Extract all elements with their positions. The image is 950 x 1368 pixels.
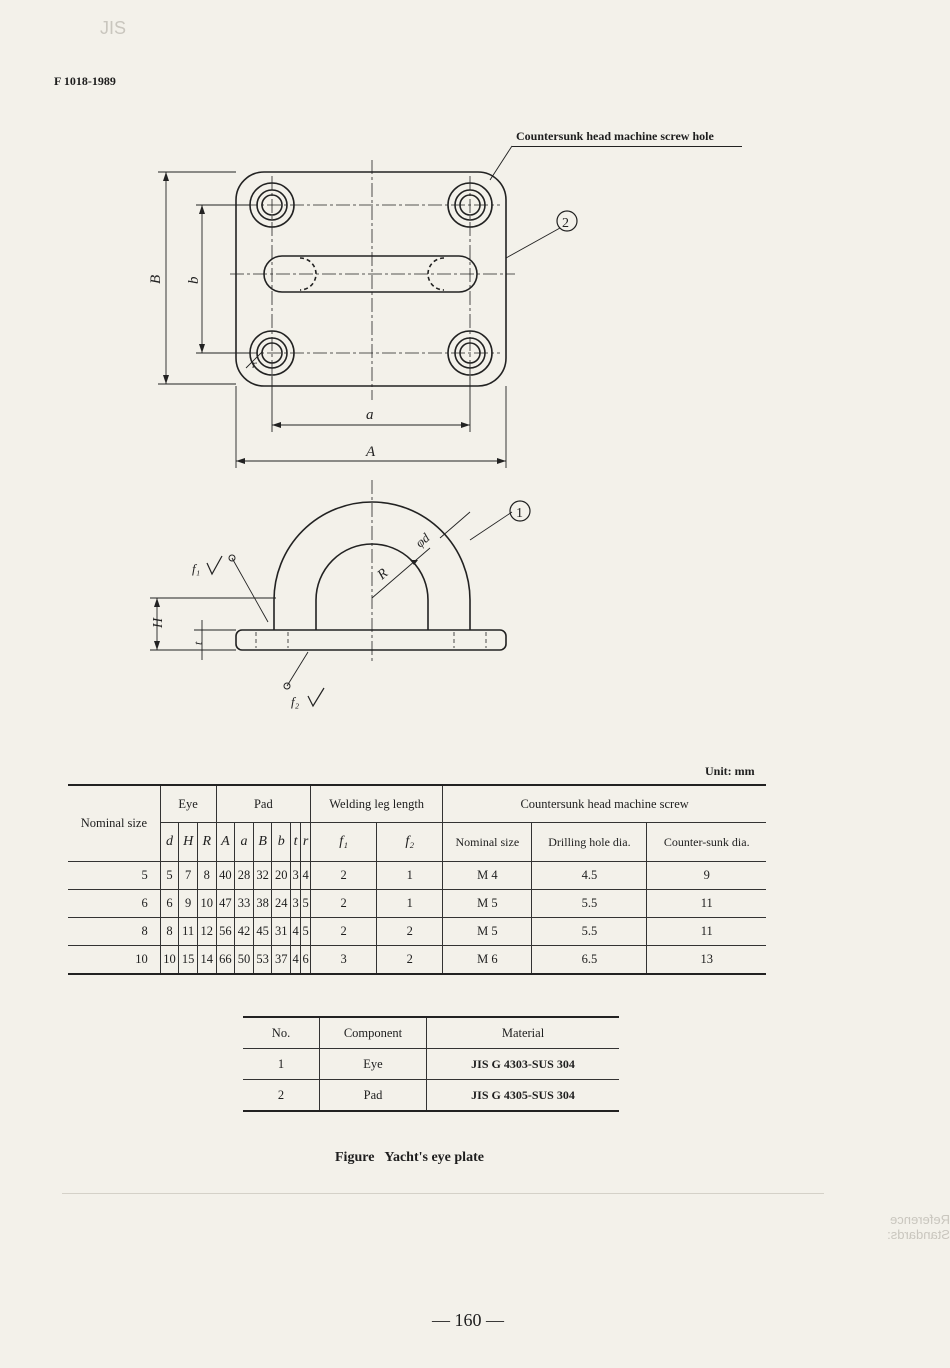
dim-r: r <box>252 357 257 371</box>
dim-b: b <box>186 276 202 284</box>
cell: JIS G 4303-SUS 304 <box>427 1049 620 1080</box>
col-no: No. <box>243 1017 320 1049</box>
cell: 9 <box>179 890 198 918</box>
cell: 40 <box>216 862 235 890</box>
cell: 28 <box>235 862 254 890</box>
weld-f2: f₂ <box>291 694 300 709</box>
table-row <box>68 862 766 890</box>
col-R: R <box>197 823 216 862</box>
dim-phi-d: φd <box>412 529 433 551</box>
cell: 53 <box>253 946 272 975</box>
col-group-screw: Countersunk head machine screw <box>443 785 766 823</box>
cell: 5.5 <box>532 918 647 946</box>
col-group-weld: Welding leg length <box>311 785 443 823</box>
cell: 11 <box>647 890 766 918</box>
cell: 47 <box>216 890 235 918</box>
cell: 66 <box>216 946 235 975</box>
caption-label: Figure <box>335 1150 375 1165</box>
cell: 14 <box>197 946 216 975</box>
col-material: Material <box>427 1017 620 1049</box>
pad-outline <box>236 172 506 386</box>
cell: M 5 <box>443 918 532 946</box>
cell: 10 <box>68 946 160 975</box>
cell: 2 <box>243 1080 320 1112</box>
cell: M 5 <box>443 890 532 918</box>
cell: 24 <box>272 890 291 918</box>
cell: 20 <box>272 862 291 890</box>
col-B: B <box>253 823 272 862</box>
cell: 15 <box>179 946 198 975</box>
cell: 5.5 <box>532 890 647 918</box>
col-group-pad: Pad <box>216 785 311 823</box>
table-row <box>243 1049 619 1080</box>
cell: 56 <box>216 918 235 946</box>
callout-screw-hole: Countersunk head machine screw hole <box>516 129 714 143</box>
cell: 2 <box>377 918 443 946</box>
cell: 45 <box>253 918 272 946</box>
cell: 6 <box>301 946 311 975</box>
cell: 33 <box>235 890 254 918</box>
cell: 2 <box>377 946 443 975</box>
col-group-eye: Eye <box>160 785 216 823</box>
cell: 4 <box>291 946 301 975</box>
cell: Eye <box>320 1049 427 1080</box>
part-no-2: 2 <box>562 216 569 231</box>
cell: 1 <box>377 862 443 890</box>
cell: 4 <box>301 862 311 890</box>
cell: 10 <box>197 890 216 918</box>
cell: 4.5 <box>532 862 647 890</box>
cell: 11 <box>647 918 766 946</box>
dim-B: B <box>148 274 164 284</box>
cell: 50 <box>235 946 254 975</box>
cell: 5 <box>301 918 311 946</box>
col-t: t <box>291 823 301 862</box>
part-no-1: 1 <box>516 506 523 521</box>
table-row <box>68 918 766 946</box>
cell: 8 <box>68 918 160 946</box>
cell: 10 <box>160 946 179 975</box>
cell: 5 <box>301 890 311 918</box>
col-d: d <box>160 823 179 862</box>
dim-A: A <box>366 444 376 460</box>
cell: 9 <box>647 862 766 890</box>
cell: 8 <box>160 918 179 946</box>
cell: Pad <box>320 1080 427 1112</box>
dim-t: t <box>191 641 205 645</box>
cell: 5 <box>68 862 160 890</box>
cell: 42 <box>235 918 254 946</box>
cell: 37 <box>272 946 291 975</box>
cell: 3 <box>291 890 301 918</box>
col-b: b <box>272 823 291 862</box>
col-A: A <box>216 823 235 862</box>
cell: 38 <box>253 890 272 918</box>
col-f1: f₁ <box>311 823 377 862</box>
cell: 3 <box>311 946 377 975</box>
cell: 2 <box>311 862 377 890</box>
figure-caption <box>335 1150 484 1166</box>
show-through-text: JIS <box>100 18 127 38</box>
standard-number: F 1018-1989 <box>54 74 116 88</box>
eye-elevation <box>236 502 506 650</box>
cell: 11 <box>179 918 198 946</box>
cell: M 4 <box>443 862 532 890</box>
cell: 4 <box>291 918 301 946</box>
show-through-text-bottom: Reference Standards: <box>887 1212 950 1242</box>
dimensions-table <box>68 784 766 975</box>
col-component: Component <box>320 1017 427 1049</box>
cell: 31 <box>272 918 291 946</box>
col-f2: f₂ <box>377 823 443 862</box>
cell: 6.5 <box>532 946 647 975</box>
cell: M 6 <box>443 946 532 975</box>
cell: 2 <box>311 890 377 918</box>
cell: 6 <box>68 890 160 918</box>
col-nominal-size: Nominal size <box>68 785 160 862</box>
col-screw-size: Nominal size <box>443 823 532 862</box>
cell: 2 <box>311 918 377 946</box>
cell: JIS G 4305-SUS 304 <box>427 1080 620 1112</box>
cell: 32 <box>253 862 272 890</box>
cell: 7 <box>179 862 198 890</box>
cell: 8 <box>197 862 216 890</box>
faint-divider <box>62 1193 824 1194</box>
weld-f1: f₁ <box>192 561 201 576</box>
table-row <box>68 946 766 975</box>
cell: 6 <box>160 890 179 918</box>
col-drill-dia: Drilling hole dia. <box>532 823 647 862</box>
col-counter-dia: Counter-sunk dia. <box>647 823 766 862</box>
cell: 3 <box>291 862 301 890</box>
table-row <box>68 890 766 918</box>
dim-a: a <box>366 407 374 423</box>
dim-H: H <box>151 617 166 628</box>
caption-title: Yacht's eye plate <box>384 1150 484 1165</box>
cell: 1 <box>243 1049 320 1080</box>
cell: 12 <box>197 918 216 946</box>
col-H: H <box>179 823 198 862</box>
cell: 5 <box>160 862 179 890</box>
page-number: — 160 — <box>432 1310 504 1330</box>
cell: 1 <box>377 890 443 918</box>
col-a: a <box>235 823 254 862</box>
unit-label: Unit: mm <box>705 764 755 778</box>
col-r: r <box>301 823 311 862</box>
table-row <box>243 1080 619 1112</box>
dim-R: R <box>374 566 392 584</box>
cell: 13 <box>647 946 766 975</box>
materials-table <box>243 1016 619 1112</box>
